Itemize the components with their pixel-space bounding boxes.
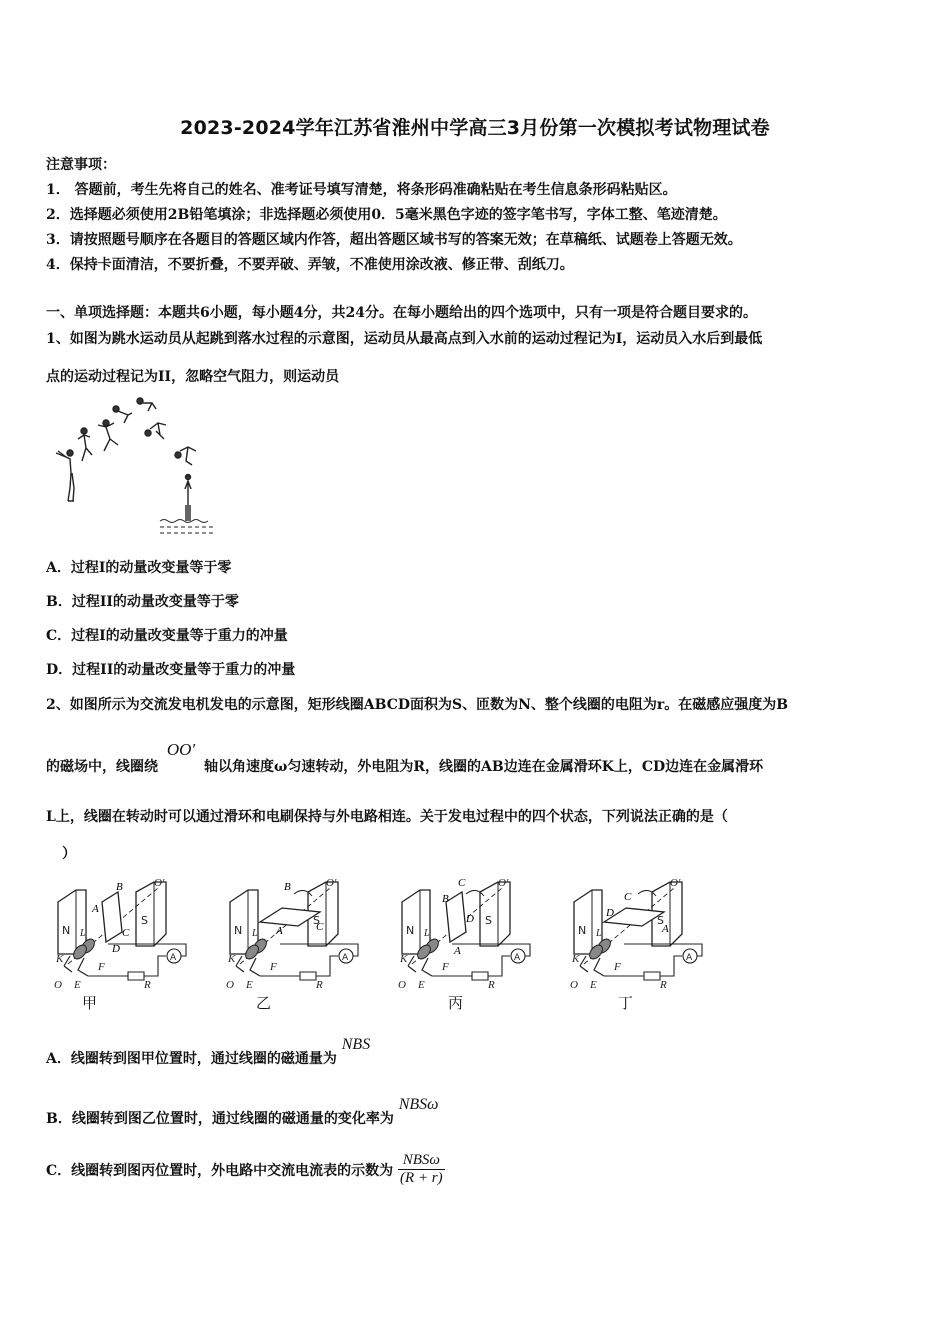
page-title: 2023-2024学年江苏省淮州中学高三3月份第一次模拟考试物理试卷 [180, 117, 770, 139]
svg-text:A: A [276, 925, 283, 937]
svg-text:D: D [466, 913, 474, 925]
q2-option-b-math: NBSω [398, 1096, 439, 1113]
q2-option-c-text: C．线圈转到图丙位置时，外电路中交流电流表的示数为 [46, 1162, 394, 1179]
svg-text:A: A [662, 923, 669, 935]
fraction-numerator: NBSω [398, 1152, 445, 1170]
q1-stem-line: 点的运动过程记为II，忽略空气阻力，则运动员 [46, 369, 340, 385]
notice-item: 3．请按照题号顺序在各题目的答题区域内作答，超出答题区域书写的答案无效；在草稿纸、试题卷上答题无效。 [46, 232, 742, 248]
svg-text:B: B [116, 881, 123, 893]
q2-option-b [46, 1096, 439, 1128]
svg-text:D: D [112, 943, 120, 955]
q2-option-a [46, 1036, 371, 1068]
figure-caption-ding: 丁 [618, 994, 634, 1012]
section-heading: 一、单项选择题：本题共6小题，每小题4分，共24分。在每小题给出的四个选项中，只有一项是符合题目要求的。 [46, 305, 757, 321]
svg-text:C: C [624, 891, 632, 903]
q2-stem-line: L上，线圈在转动时可以通过滑环和电刷保持与外电路相连。关于发电过程中的四个状态，下列说法正确的是（ [46, 809, 728, 825]
svg-text:C: C [316, 921, 324, 933]
figure-caption-jia: 甲 [82, 994, 98, 1012]
q1-stem-line: 1、如图为跳水运动员从起跳到落水过程的示意图，运动员从最高点到入水前的运动过程记为I，运动员入水后到最低 [46, 331, 763, 347]
q2-option-c [46, 1152, 445, 1187]
figure-caption-yi: 乙 [256, 994, 272, 1012]
notice-item: 4．保持卡面清洁，不要折叠，不要弄破、弄皱，不准使用涂改液、修正带、刮纸刀。 [46, 257, 574, 273]
q1-option-c: C．过程I的动量改变量等于重力的冲量 [46, 628, 288, 644]
q2-stem-line: ） [62, 846, 76, 862]
svg-text:C: C [458, 877, 466, 889]
svg-text:B: B [442, 893, 449, 905]
q2-option-a-math: NBS [341, 1036, 371, 1053]
q1-option-a: A．过程I的动量改变量等于零 [46, 560, 232, 576]
q1-option-b: B．过程II的动量改变量等于零 [46, 594, 239, 610]
notice-item: 2．选择题必须使用2B铅笔填涂；非选择题必须使用0．5毫米黑色字迹的签字笔书写，字体工整、笔迹清楚。 [46, 207, 727, 223]
generator-figures [48, 872, 708, 1012]
notice-heading: 注意事项： [46, 157, 116, 173]
q2-option-b-text: B．线圈转到图乙位置时，通过线圈的磁通量的变化率为 [46, 1111, 394, 1127]
q2-option-c-fraction [398, 1152, 445, 1187]
q2-stem-text: 轴以角速度ω匀速转动，外电阻为R，线圈的AB边连在金属滑环K上，CD边连在金属滑环 [204, 759, 764, 775]
generator-diagrams [48, 872, 708, 992]
q2-stem-line: 2、如图所示为交流发电机发电的示意图，矩形线圈ABCD面积为S、匝数为N、整个线圈的电阻为r。在磁感应强度为B [46, 697, 789, 713]
q2-stem-text: 的磁场中，线圈绕 [46, 759, 158, 775]
svg-text:C: C [122, 927, 130, 939]
q1-option-d: D．过程II的动量改变量等于重力的冲量 [46, 662, 296, 678]
svg-text:A: A [454, 945, 461, 957]
q2-option-a-text: A．线圈转到图甲位置时，通过线圈的磁通量为 [46, 1051, 337, 1067]
svg-text:A: A [92, 903, 99, 915]
fraction-denominator: (R + r) [400, 1170, 443, 1186]
diver-figure [48, 393, 218, 538]
q2-stem-line [46, 740, 764, 776]
figure-caption-bing: 丙 [448, 994, 464, 1012]
notice-item: 1． 答题前，考生先将自己的姓名、准考证号填写清楚，将条形码准确粘贴在考生信息条形码粘贴区。 [46, 182, 677, 198]
svg-text:B: B [284, 881, 291, 893]
axis-label: OO′ [166, 740, 196, 759]
svg-text:D: D [606, 907, 614, 919]
